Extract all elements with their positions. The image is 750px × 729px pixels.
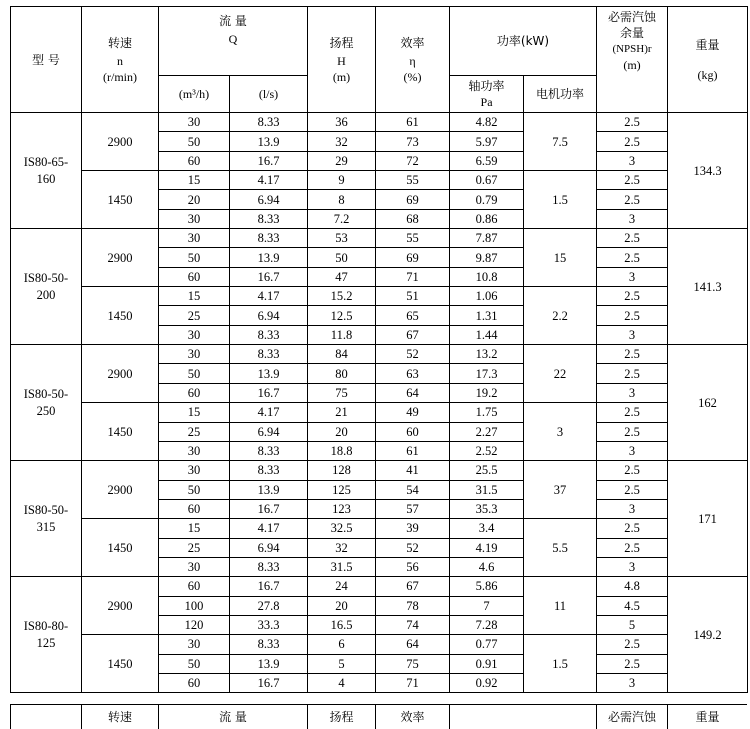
flow-m3h-value: 50	[159, 480, 230, 499]
model-name	[11, 229, 82, 345]
head-value: 12.5	[308, 306, 376, 325]
model-name	[11, 113, 82, 229]
tail-speed: 转速	[82, 705, 159, 729]
flow-m3h-value: 30	[159, 113, 230, 132]
header-power: 功率(kW)	[450, 7, 597, 76]
flow-ls-value: 8.33	[230, 441, 308, 460]
speed-value: 1450	[82, 287, 159, 345]
efficiency-value: 54	[376, 480, 450, 499]
head-value: 84	[308, 345, 376, 364]
flow-m3h-value: 30	[159, 345, 230, 364]
motor-power-value: 1.5	[524, 171, 597, 229]
shaft-power-value: 13.2	[450, 345, 524, 364]
tail-head: 扬程	[308, 705, 376, 729]
npsh-value: 2.5	[597, 461, 668, 480]
tail-flow: 流 量	[159, 705, 308, 729]
weight-value: 149.2	[668, 577, 748, 693]
shaft-power-value: 1.31	[450, 306, 524, 325]
header-shaft-power: 轴功率 Pa	[450, 76, 524, 113]
npsh-value: 2.5	[597, 190, 668, 209]
pump-spec-table	[10, 6, 748, 693]
flow-ls-value: 13.9	[230, 480, 308, 499]
flow-ls-value: 8.33	[230, 229, 308, 248]
npsh-value: 5	[597, 615, 668, 634]
efficiency-value: 57	[376, 499, 450, 518]
efficiency-value: 41	[376, 461, 450, 480]
head-value: 36	[308, 113, 376, 132]
flow-ls-value: 16.7	[230, 151, 308, 170]
flow-m3h-value: 60	[159, 267, 230, 286]
motor-power-value: 5.5	[524, 519, 597, 577]
weight-value: 171	[668, 461, 748, 577]
flow-ls-value: 8.33	[230, 209, 308, 228]
speed-value: 1450	[82, 635, 159, 693]
npsh-value: 2.5	[597, 480, 668, 499]
npsh-value: 2.5	[597, 422, 668, 441]
shaft-power-value: 35.3	[450, 499, 524, 518]
efficiency-value: 68	[376, 209, 450, 228]
table-row	[11, 229, 748, 248]
repeated-header-fragment	[10, 704, 747, 729]
npsh-value: 2.5	[597, 248, 668, 267]
speed-value: 1450	[82, 403, 159, 461]
npsh-value: 3	[597, 557, 668, 576]
efficiency-value: 39	[376, 519, 450, 538]
shaft-power-value: 25.5	[450, 461, 524, 480]
efficiency-value: 55	[376, 229, 450, 248]
header-speed: 转速 n (r/min)	[82, 7, 159, 113]
shaft-power-value: 0.86	[450, 209, 524, 228]
flow-ls-value: 27.8	[230, 596, 308, 615]
model-name-line2: 125	[11, 635, 81, 652]
shaft-power-value: 10.8	[450, 267, 524, 286]
head-value: 24	[308, 577, 376, 596]
efficiency-value: 55	[376, 171, 450, 190]
npsh-value: 2.5	[597, 654, 668, 673]
shaft-power-value: 5.86	[450, 577, 524, 596]
flow-ls-value: 8.33	[230, 325, 308, 344]
npsh-value: 3	[597, 499, 668, 518]
head-value: 53	[308, 229, 376, 248]
flow-ls-value: 6.94	[230, 190, 308, 209]
npsh-value: 2.5	[597, 519, 668, 538]
weight-value: 141.3	[668, 229, 748, 345]
flow-m3h-value: 120	[159, 615, 230, 634]
speed-value: 1450	[82, 171, 159, 229]
head-value: 32	[308, 538, 376, 557]
table-row	[11, 403, 748, 422]
shaft-power-value: 31.5	[450, 480, 524, 499]
shaft-power-value: 3.4	[450, 519, 524, 538]
head-value: 123	[308, 499, 376, 518]
speed-value: 2900	[82, 113, 159, 171]
flow-m3h-value: 60	[159, 673, 230, 692]
table-row	[11, 635, 748, 654]
efficiency-value: 56	[376, 557, 450, 576]
header-model: 型 号	[11, 7, 82, 113]
tail-npsh: 必需汽蚀	[597, 705, 668, 729]
efficiency-value: 51	[376, 287, 450, 306]
flow-ls-value: 16.7	[230, 673, 308, 692]
model-name-line1: IS80-50-	[11, 502, 81, 519]
flow-m3h-value: 15	[159, 403, 230, 422]
flow-m3h-value: 30	[159, 557, 230, 576]
head-value: 47	[308, 267, 376, 286]
shaft-power-value: 4.82	[450, 113, 524, 132]
flow-m3h-value: 30	[159, 325, 230, 344]
head-value: 20	[308, 422, 376, 441]
header-npsh: 必需汽蚀 余量 (NPSH)r (m)	[597, 7, 668, 113]
efficiency-value: 64	[376, 383, 450, 402]
flow-m3h-value: 25	[159, 538, 230, 557]
head-value: 6	[308, 635, 376, 654]
motor-power-value: 37	[524, 461, 597, 519]
npsh-value: 4.8	[597, 577, 668, 596]
shaft-power-value: 4.19	[450, 538, 524, 557]
head-value: 18.8	[308, 441, 376, 460]
head-value: 80	[308, 364, 376, 383]
flow-m3h-value: 100	[159, 596, 230, 615]
shaft-power-value: 4.6	[450, 557, 524, 576]
motor-power-value: 11	[524, 577, 597, 635]
npsh-value: 2.5	[597, 364, 668, 383]
npsh-value: 3	[597, 325, 668, 344]
flow-m3h-value: 60	[159, 499, 230, 518]
flow-ls-value: 8.33	[230, 345, 308, 364]
flow-m3h-value: 15	[159, 519, 230, 538]
table-row	[11, 345, 748, 364]
shaft-power-value: 19.2	[450, 383, 524, 402]
shaft-power-value: 1.06	[450, 287, 524, 306]
flow-m3h-value: 30	[159, 209, 230, 228]
weight-value: 162	[668, 345, 748, 461]
head-value: 9	[308, 171, 376, 190]
model-name	[11, 461, 82, 577]
header-efficiency: 效率 η (%)	[376, 7, 450, 113]
npsh-value: 3	[597, 441, 668, 460]
shaft-power-value: 2.52	[450, 441, 524, 460]
npsh-value: 3	[597, 209, 668, 228]
flow-ls-value: 4.17	[230, 287, 308, 306]
npsh-value: 3	[597, 673, 668, 692]
efficiency-value: 67	[376, 577, 450, 596]
efficiency-value: 52	[376, 345, 450, 364]
head-value: 50	[308, 248, 376, 267]
head-value: 32.5	[308, 519, 376, 538]
efficiency-value: 67	[376, 325, 450, 344]
flow-m3h-value: 30	[159, 461, 230, 480]
flow-m3h-value: 30	[159, 229, 230, 248]
flow-ls-value: 13.9	[230, 132, 308, 151]
flow-m3h-value: 50	[159, 364, 230, 383]
motor-power-value: 3	[524, 403, 597, 461]
head-value: 125	[308, 480, 376, 499]
flow-ls-value: 13.9	[230, 654, 308, 673]
flow-ls-value: 6.94	[230, 538, 308, 557]
npsh-value: 2.5	[597, 229, 668, 248]
motor-power-value: 22	[524, 345, 597, 403]
flow-m3h-value: 15	[159, 287, 230, 306]
shaft-power-value: 1.75	[450, 403, 524, 422]
npsh-value: 2.5	[597, 306, 668, 325]
spec-table-body	[11, 113, 748, 693]
tail-weight: 重量	[668, 705, 747, 729]
model-name-line1: IS80-50-	[11, 270, 81, 287]
head-value: 8	[308, 190, 376, 209]
model-name-line2: 160	[11, 171, 81, 188]
shaft-power-value: 0.79	[450, 190, 524, 209]
model-name-line2: 200	[11, 287, 81, 304]
head-value: 128	[308, 461, 376, 480]
flow-ls-value: 16.7	[230, 383, 308, 402]
model-name-line1: IS80-65-	[11, 154, 81, 171]
flow-m3h-value: 60	[159, 577, 230, 596]
flow-m3h-value: 60	[159, 383, 230, 402]
table-row	[11, 171, 748, 190]
head-value: 32	[308, 132, 376, 151]
flow-ls-value: 33.3	[230, 615, 308, 634]
header-weight: 重量 (kg)	[668, 7, 748, 113]
efficiency-value: 61	[376, 441, 450, 460]
efficiency-value: 60	[376, 422, 450, 441]
table-row	[11, 113, 748, 132]
efficiency-value: 75	[376, 654, 450, 673]
table-row	[11, 577, 748, 596]
npsh-value: 2.5	[597, 113, 668, 132]
shaft-power-value: 7	[450, 596, 524, 615]
shaft-power-value: 6.59	[450, 151, 524, 170]
flow-ls-value: 8.33	[230, 461, 308, 480]
head-value: 5	[308, 654, 376, 673]
flow-m3h-value: 50	[159, 132, 230, 151]
flow-ls-value: 16.7	[230, 267, 308, 286]
header-flow: 流 量 Q	[159, 7, 308, 76]
table-row	[11, 461, 748, 480]
npsh-value: 2.5	[597, 403, 668, 422]
model-name-line2: 250	[11, 403, 81, 420]
flow-ls-value: 16.7	[230, 577, 308, 596]
header-flow-ls: (l/s)	[230, 76, 308, 113]
model-name-line1: IS80-50-	[11, 386, 81, 403]
flow-ls-value: 4.17	[230, 519, 308, 538]
model-name-line1: IS80-80-	[11, 618, 81, 635]
speed-value: 2900	[82, 345, 159, 403]
flow-ls-value: 16.7	[230, 499, 308, 518]
flow-ls-value: 13.9	[230, 248, 308, 267]
motor-power-value: 7.5	[524, 113, 597, 171]
npsh-value: 2.5	[597, 287, 668, 306]
motor-power-value: 2.2	[524, 287, 597, 345]
efficiency-value: 71	[376, 673, 450, 692]
motor-power-value: 15	[524, 229, 597, 287]
efficiency-value: 63	[376, 364, 450, 383]
head-value: 29	[308, 151, 376, 170]
flow-m3h-value: 20	[159, 190, 230, 209]
npsh-value: 3	[597, 151, 668, 170]
shaft-power-value: 9.87	[450, 248, 524, 267]
shaft-power-value: 1.44	[450, 325, 524, 344]
shaft-power-value: 5.97	[450, 132, 524, 151]
flow-ls-value: 8.33	[230, 635, 308, 654]
flow-m3h-value: 15	[159, 171, 230, 190]
efficiency-value: 72	[376, 151, 450, 170]
flow-ls-value: 6.94	[230, 422, 308, 441]
efficiency-value: 71	[376, 267, 450, 286]
flow-m3h-value: 50	[159, 654, 230, 673]
head-value: 7.2	[308, 209, 376, 228]
npsh-value: 3	[597, 383, 668, 402]
shaft-power-value: 0.91	[450, 654, 524, 673]
header-motor-power: 电机功率	[524, 76, 597, 113]
model-name	[11, 577, 82, 693]
npsh-value: 3	[597, 267, 668, 286]
head-value: 31.5	[308, 557, 376, 576]
efficiency-value: 52	[376, 538, 450, 557]
speed-value: 1450	[82, 519, 159, 577]
npsh-value: 2.5	[597, 345, 668, 364]
flow-ls-value: 8.33	[230, 113, 308, 132]
flow-ls-value: 13.9	[230, 364, 308, 383]
efficiency-value: 69	[376, 190, 450, 209]
head-value: 20	[308, 596, 376, 615]
flow-m3h-value: 30	[159, 635, 230, 654]
weight-value: 134.3	[668, 113, 748, 229]
shaft-power-value: 17.3	[450, 364, 524, 383]
table-row	[11, 519, 748, 538]
shaft-power-value: 0.77	[450, 635, 524, 654]
head-value: 16.5	[308, 615, 376, 634]
flow-ls-value: 4.17	[230, 403, 308, 422]
speed-value: 2900	[82, 229, 159, 287]
shaft-power-value: 0.67	[450, 171, 524, 190]
flow-ls-value: 4.17	[230, 171, 308, 190]
npsh-value: 2.5	[597, 132, 668, 151]
flow-m3h-value: 30	[159, 441, 230, 460]
head-value: 75	[308, 383, 376, 402]
shaft-power-value: 7.28	[450, 615, 524, 634]
efficiency-value: 74	[376, 615, 450, 634]
efficiency-value: 49	[376, 403, 450, 422]
header-head: 扬程 H (m)	[308, 7, 376, 113]
efficiency-value: 65	[376, 306, 450, 325]
head-value: 11.8	[308, 325, 376, 344]
model-name-line2: 315	[11, 519, 81, 536]
flow-ls-value: 6.94	[230, 306, 308, 325]
head-value: 21	[308, 403, 376, 422]
npsh-value: 2.5	[597, 538, 668, 557]
speed-value: 2900	[82, 461, 159, 519]
efficiency-value: 61	[376, 113, 450, 132]
speed-value: 2900	[82, 577, 159, 635]
npsh-value: 2.5	[597, 635, 668, 654]
shaft-power-value: 2.27	[450, 422, 524, 441]
model-name	[11, 345, 82, 461]
head-value: 15.2	[308, 287, 376, 306]
flow-m3h-value: 25	[159, 422, 230, 441]
efficiency-value: 73	[376, 132, 450, 151]
npsh-value: 2.5	[597, 171, 668, 190]
table-row	[11, 287, 748, 306]
head-value: 4	[308, 673, 376, 692]
flow-m3h-value: 25	[159, 306, 230, 325]
shaft-power-value: 7.87	[450, 229, 524, 248]
tail-efficiency: 效率	[376, 705, 450, 729]
motor-power-value: 1.5	[524, 635, 597, 693]
flow-ls-value: 8.33	[230, 557, 308, 576]
header-flow-m3h: (m³/h)	[159, 76, 230, 113]
flow-m3h-value: 60	[159, 151, 230, 170]
npsh-value: 4.5	[597, 596, 668, 615]
efficiency-value: 64	[376, 635, 450, 654]
flow-m3h-value: 50	[159, 248, 230, 267]
efficiency-value: 69	[376, 248, 450, 267]
shaft-power-value: 0.92	[450, 673, 524, 692]
efficiency-value: 78	[376, 596, 450, 615]
